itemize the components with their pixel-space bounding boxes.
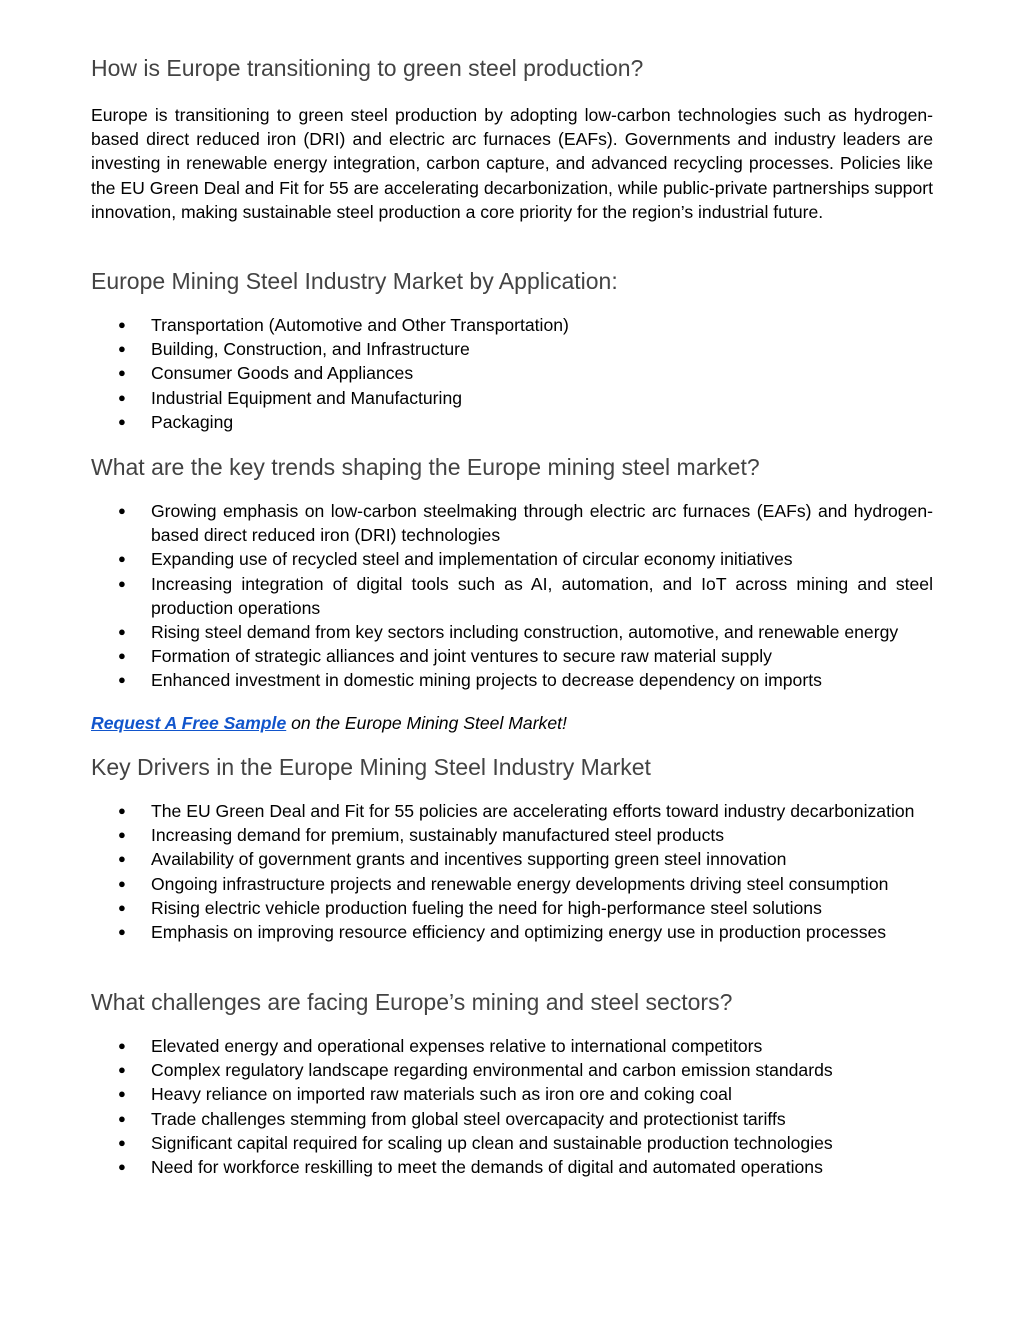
challenges-list <box>91 1034 933 1179</box>
list-item <box>91 1131 933 1155</box>
list-item <box>91 1058 933 1082</box>
list-item <box>91 499 933 547</box>
list-item-text: Packaging <box>151 411 234 432</box>
bullet-icon: ● <box>118 1159 126 1175</box>
drivers-list <box>91 799 933 944</box>
list-item-text: Transportation (Automotive and Other Transportation) <box>151 315 569 335</box>
bullet-icon: ● <box>118 503 126 518</box>
list-item <box>91 644 933 668</box>
list-item <box>91 1155 933 1179</box>
list-item-text: Emphasis on improving resource efficiency and optimizing energy use in production processes <box>151 922 887 943</box>
bullet-icon: ● <box>118 851 126 867</box>
list-item <box>91 872 933 896</box>
list-item-text: Trade challenges stemming from global steel overcapacity and protectionist tariffs <box>151 1108 786 1129</box>
request-free-sample-link[interactable]: Request A Free Sample <box>91 713 287 733</box>
list-item-text: Rising steel demand from key sectors including construction, automotive, and renewable energy <box>151 622 899 643</box>
list-item-text: Availability of government grants and incentives supporting green steel innovation <box>151 849 787 870</box>
bullet-icon: ● <box>118 803 126 818</box>
bullet-icon: ● <box>118 365 126 381</box>
bullet-icon: ● <box>118 1062 126 1078</box>
sample-request-line <box>91 711 567 735</box>
list-item-text: Consumer Goods and Appliances <box>151 363 414 384</box>
sample-request-rest: on the Europe Mining Steel Market! <box>286 713 567 733</box>
bullet-icon: ● <box>118 413 126 429</box>
list-item-text: Elevated energy and operational expenses relative to international competitors <box>151 1036 763 1056</box>
heading-challenges: What challenges are facing Europe’s mining and steel sectors? <box>91 989 733 1015</box>
list-item-text: Expanding use of recycled steel and implementation of circular economy initiatives <box>151 549 793 570</box>
list-item-text: The EU Green Deal and Fit for 55 policies are accelerating efforts toward industry decarbonization <box>151 801 915 821</box>
list-item-text: Industrial Equipment and Manufacturing <box>151 387 463 408</box>
list-item <box>91 1034 933 1058</box>
list-item-text: Significant capital required for scaling up clean and sustainable production technologies <box>151 1132 833 1153</box>
bullet-icon: ● <box>118 648 126 664</box>
bullet-icon: ● <box>118 575 126 591</box>
application-list <box>91 313 933 434</box>
list-item <box>91 620 933 644</box>
list-item <box>91 410 933 434</box>
list-item-text: Formation of strategic alliances and joint ventures to secure raw material supply <box>151 646 772 667</box>
list-item <box>91 920 933 944</box>
bullet-icon: ● <box>118 551 126 567</box>
intro-paragraph: Europe is transitioning to green steel production by adopting low-carbon technologies such as hydrogen-based direct reduced iron (DRI) and electric arc furnaces (EAFs). Governments and industry leaders are investing in renewable energy integration, carbon capture, and advanced recycling processes. Policies like the EU Green Deal and Fit for 55 are accelerating decarbonization, while public-private partnerships support innovation, making sustainable steel production a core priority for the region’s industrial future. <box>91 105 933 222</box>
bullet-icon: ● <box>118 875 126 891</box>
list-item <box>91 799 933 823</box>
list-item-text: Ongoing infrastructure projects and renewable energy developments driving steel consumption <box>151 873 889 894</box>
list-item <box>91 386 933 410</box>
bullet-icon: ● <box>118 317 126 332</box>
list-item <box>91 847 933 871</box>
heading-green-steel-transition: How is Europe transitioning to green steel production? <box>91 55 644 81</box>
list-item-text: Need for workforce reskilling to meet the demands of digital and automated operations <box>151 1157 823 1178</box>
list-item-text: Enhanced investment in domestic mining projects to decrease dependency on imports <box>151 670 822 691</box>
list-item <box>91 1082 933 1106</box>
bullet-icon: ● <box>118 341 126 357</box>
bullet-icon: ● <box>118 624 126 640</box>
list-item <box>91 823 933 847</box>
bullet-icon: ● <box>118 389 126 405</box>
bullet-icon: ● <box>118 899 126 915</box>
list-item <box>91 547 933 571</box>
list-item <box>91 361 933 385</box>
bullet-icon: ● <box>118 1038 126 1053</box>
bullet-icon: ● <box>118 1110 126 1126</box>
heading-market-by-application: Europe Mining Steel Industry Market by Application: <box>91 268 618 294</box>
list-item-text: Heavy reliance on imported raw materials such as iron ore and coking coal <box>151 1084 732 1105</box>
bullet-icon: ● <box>118 1134 126 1150</box>
list-item-text: Building, Construction, and Infrastructure <box>151 339 470 360</box>
bullet-icon: ● <box>118 924 126 940</box>
list-item <box>91 572 933 620</box>
list-item <box>91 313 933 337</box>
list-item-text: Increasing integration of digital tools such as AI, automation, and IoT across mining and steel production operations <box>151 573 933 618</box>
trends-list <box>91 499 933 693</box>
bullet-icon: ● <box>118 672 126 688</box>
heading-key-drivers: Key Drivers in the Europe Mining Steel Industry Market <box>91 754 651 780</box>
list-item-text: Complex regulatory landscape regarding environmental and carbon emission standards <box>151 1060 833 1081</box>
bullet-icon: ● <box>118 1086 126 1102</box>
list-item <box>91 1107 933 1131</box>
list-item-text: Increasing demand for premium, sustainably manufactured steel products <box>151 825 725 846</box>
list-item-text: Rising electric vehicle production fueling the need for high-performance steel solutions <box>151 897 822 918</box>
list-item <box>91 896 933 920</box>
bullet-icon: ● <box>118 827 126 843</box>
list-item <box>91 337 933 361</box>
list-item <box>91 668 933 692</box>
list-item-text: Growing emphasis on low-carbon steelmaking through electric arc furnaces (EAFs) and hydrogen-based direct reduced iron (DRI) technologies <box>151 501 933 546</box>
heading-key-trends: What are the key trends shaping the Europe mining steel market? <box>91 454 760 480</box>
